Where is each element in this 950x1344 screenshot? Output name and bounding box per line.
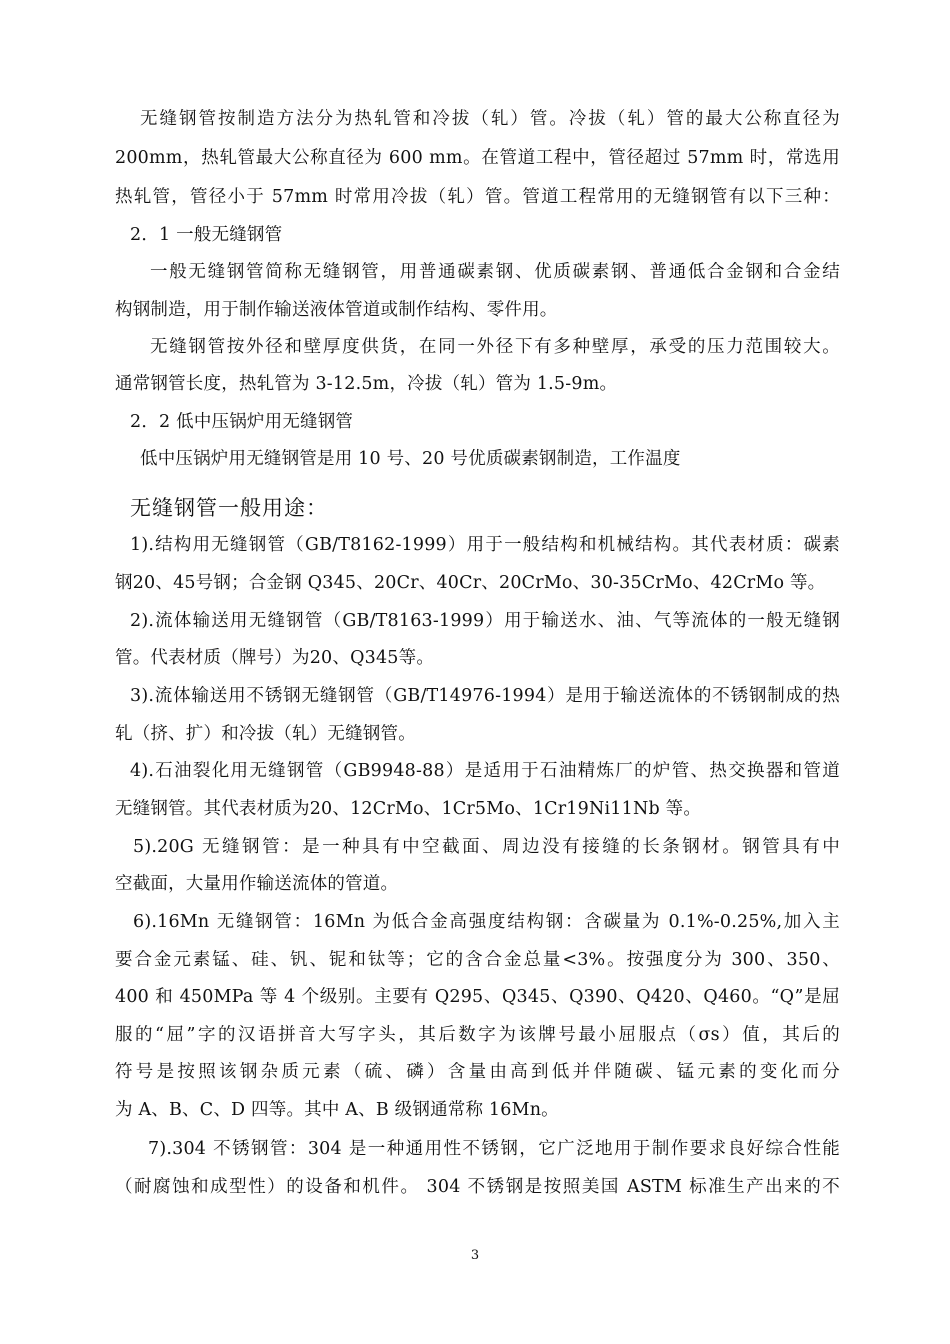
section-heading: 无缝钢管一般用途： bbox=[130, 496, 328, 520]
text-line: 空截面，大量用作输送流体的管道。 bbox=[115, 874, 399, 894]
text-line: 服的“屈”字的汉语拼音大写字头，其后数字为该牌号最小屈服点（σs）值，其后的 bbox=[115, 1025, 840, 1045]
text-line: 6).16Mn 无缝钢管：16Mn 为低合金高强度结构钢：含碳量为 0.1%-0.25%,加入主 bbox=[133, 912, 840, 932]
text-line: 2．2 低中压锅炉用无缝钢管 bbox=[130, 412, 354, 432]
text-line: 无缝钢管按外径和壁厚度供货，在同一外径下有多种壁厚，承受的压力范围较大。 bbox=[150, 337, 840, 357]
text-line: 1).结构用无缝钢管（GB/T8162-1999）用于一般结构和机械结构。其代表材质：碳素 bbox=[130, 535, 840, 555]
text-line: 4).石油裂化用无缝钢管（GB9948-88）是适用于石油精炼厂的炉管、热交换器和管道 bbox=[130, 761, 840, 781]
text-line: 无缝钢管。其代表材质为20、12CrMo、1Cr5Mo、1Cr19Ni11Nb 等。 bbox=[115, 799, 702, 819]
text-line: 7).304 不锈钢管：304 是一种通用性不锈钢，它广泛地用于制作要求良好综合性能 bbox=[148, 1139, 840, 1159]
text-line: 要合金元素锰、硅、钒、铌和钛等；它的含合金总量<3%。按强度分为 300、350、 bbox=[115, 950, 840, 970]
text-line: 200mm，热轧管最大公称直径为 600 mm。在管道工程中，管径超过 57mm 时，常选用 bbox=[115, 148, 840, 168]
text-line: 5).20G 无缝钢管：是一种具有中空截面、周边没有接缝的长条钢材。钢管具有中 bbox=[133, 837, 840, 857]
text-line: 为 A、B、C、D 四等。其中 A、B 级钢通常称 16Mn。 bbox=[115, 1100, 559, 1120]
text-line: 构钢制造，用于制作输送液体管道或制作结构、零件用。 bbox=[115, 300, 558, 320]
text-line: 无缝钢管按制造方法分为热轧管和冷拔（轧）管。冷拔（轧）管的最大公称直径为 bbox=[140, 109, 840, 129]
text-line: 3).流体输送用不锈钢无缝钢管（GB/T14976-1994）是用于输送流体的不锈钢制成的热 bbox=[130, 686, 840, 706]
text-line: 钢20、45号钢；合金钢 Q345、20Cr、40Cr、20CrMo、30-35CrMo、42CrMo 等。 bbox=[115, 573, 826, 593]
text-line: 400 和 450MPa 等 4 个级别。主要有 Q295、Q345、Q390、Q420、Q460。“Q”是屈 bbox=[115, 987, 840, 1007]
text-line: 符号是按照该钢杂质元素（硫、磷）含量由高到低并伴随碳、锰元素的变化而分 bbox=[115, 1062, 840, 1082]
text-line: 轧（挤、扩）和冷拔（轧）无缝钢管。 bbox=[115, 724, 416, 744]
text-line: 管。代表材质（牌号）为20、Q345等。 bbox=[115, 648, 435, 668]
text-line: 2).流体输送用无缝钢管（GB/T8163-1999）用于输送水、油、气等流体的一般无缝钢 bbox=[130, 611, 840, 631]
text-line: 一般无缝钢管简称无缝钢管，用普通碳素钢、优质碳素钢、普通低合金钢和合金结 bbox=[150, 262, 840, 282]
text-line: 通常钢管长度，热轧管为 3-12.5m，冷拔（轧）管为 1.5-9m。 bbox=[115, 374, 618, 394]
text-line: 低中压锅炉用无缝钢管是用 10 号、20 号优质碳素钢制造，工作温度 bbox=[140, 449, 681, 469]
page-number: 3 bbox=[470, 1248, 480, 1263]
text-line: 热轧管，管径小于 57mm 时常用冷拔（轧）管。管道工程常用的无缝钢管有以下三种： bbox=[115, 187, 840, 207]
text-line: 2．1 一般无缝钢管 bbox=[130, 225, 283, 245]
text-line: （耐腐蚀和成型性）的设备和机件。 304 不锈钢是按照美国 ASTM 标准生产出来的不 bbox=[115, 1177, 840, 1197]
